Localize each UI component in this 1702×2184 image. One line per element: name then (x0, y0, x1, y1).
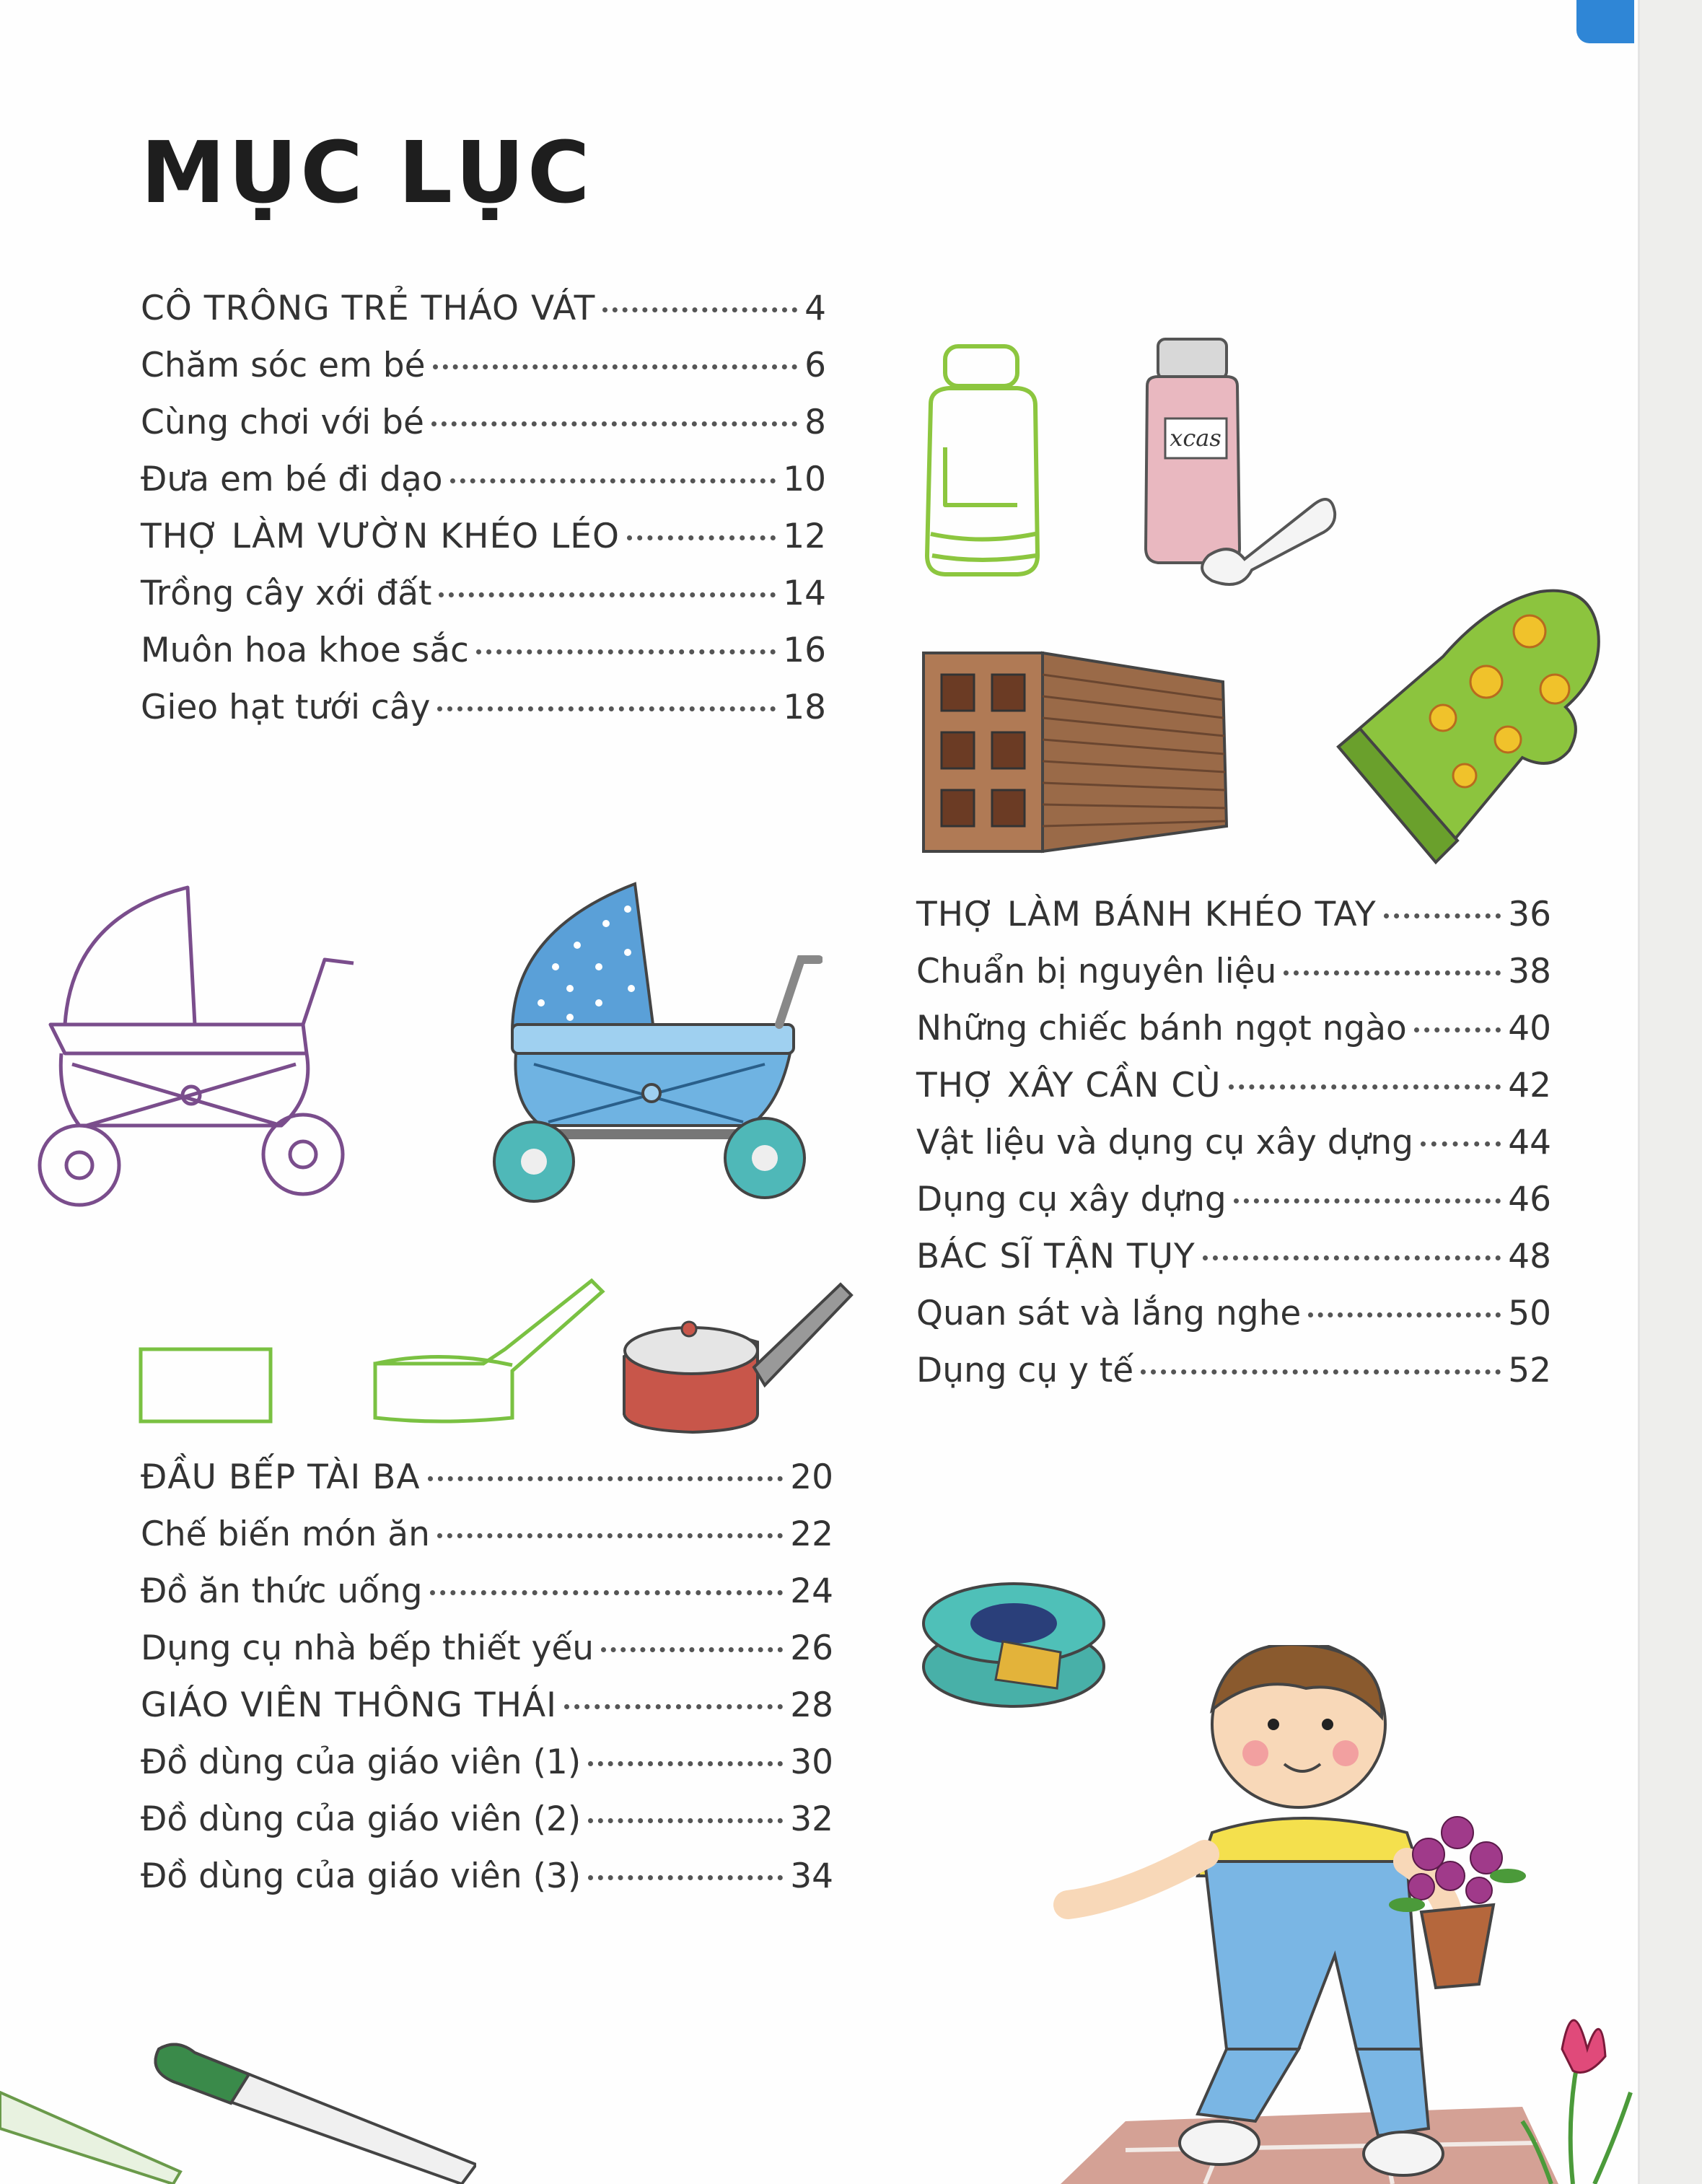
toc-entry-page-number: 16 (783, 631, 826, 670)
toc-entry (141, 1514, 833, 1571)
toc-entry (916, 1294, 1551, 1351)
brick-illustration (920, 642, 1237, 859)
toc-section-entry (141, 517, 826, 574)
toc-dot-leader (1308, 1312, 1501, 1317)
toc-entry-page-number: 10 (783, 460, 826, 499)
toc-entry-page-number: 28 (790, 1685, 833, 1725)
toc-section-entry (141, 1685, 833, 1742)
toc-block-left-bottom (141, 1457, 833, 1913)
blue-tab-marker (1576, 0, 1634, 43)
toc-entry-label: Dụng cụ nhà bếp thiết yếu (141, 1628, 595, 1668)
toc-entry-page-number: 4 (804, 289, 826, 328)
toc-entry-page-number: 52 (1508, 1351, 1551, 1390)
toc-dot-leader (588, 1761, 783, 1766)
toc-dot-leader (439, 592, 776, 597)
toc-entry-label: Dụng cụ y tế (916, 1351, 1134, 1390)
toc-entry-label: THỢ LÀM BÁNH KHÉO TAY (916, 895, 1377, 934)
toc-entry-page-number: 36 (1508, 895, 1551, 934)
toc-entry-label: THỢ XÂY CẦN CÙ (916, 1066, 1221, 1105)
toc-dot-leader (1234, 1198, 1501, 1203)
toc-entry-label: Đồ dùng của giáo viên (1) (141, 1742, 582, 1782)
toc-entry-label: GIÁO VIÊN THÔNG THÁI (141, 1685, 557, 1725)
toc-block-left-top (141, 289, 826, 745)
toc-entry-label: CÔ TRÔNG TRẺ THÁO VÁT (141, 289, 596, 328)
toc-dot-leader (1229, 1084, 1501, 1089)
toc-dot-leader (1384, 913, 1501, 918)
toc-dot-leader (1141, 1369, 1501, 1374)
toc-entry-label: Chế biến món ăn (141, 1514, 430, 1554)
toc-entry (916, 1009, 1551, 1066)
toc-entry-label: Muôn hoa khoe sắc (141, 631, 469, 670)
toc-entry-page-number: 32 (790, 1799, 833, 1839)
toc-entry-label: Quan sát và lắng nghe (916, 1294, 1302, 1333)
toc-entry-page-number: 22 (790, 1514, 833, 1554)
toc-entry (916, 952, 1551, 1009)
toc-entry (141, 631, 826, 688)
page-edge (1640, 0, 1702, 2184)
toc-entry-label: BÁC SĨ TẬN TỤY (916, 1237, 1196, 1276)
toc-entry-page-number: 6 (804, 346, 826, 385)
stroller-colored-illustration (491, 880, 823, 1212)
toc-entry-label: Dụng cụ xây dựng (916, 1180, 1227, 1219)
toc-dot-leader (588, 1875, 783, 1880)
toc-entry-label: Những chiếc bánh ngọt ngào (916, 1009, 1407, 1048)
stroller-outline-illustration (29, 880, 368, 1212)
toc-entry-page-number: 50 (1508, 1294, 1551, 1333)
toc-section-entry (141, 1457, 833, 1514)
toc-dot-leader (602, 307, 797, 312)
toc-entry (141, 1799, 833, 1856)
toc-dot-leader (428, 1476, 784, 1481)
toc-entry-page-number: 8 (804, 403, 826, 442)
toc-section-entry (141, 289, 826, 346)
toc-entry-page-number: 48 (1508, 1237, 1551, 1276)
toc-entry (141, 1628, 833, 1685)
toc-dot-leader (437, 706, 776, 711)
toc-entry-label: Trồng cây xới đất (141, 574, 432, 613)
toc-entry-label: Chăm sóc em bé (141, 346, 426, 385)
toc-entry-label: Chuẩn bị nguyên liệu (916, 952, 1277, 991)
toc-dot-leader (476, 649, 776, 654)
boy-with-flowers-illustration (1017, 1645, 1638, 2184)
toc-dot-leader (627, 535, 776, 540)
toc-entry (141, 1856, 833, 1913)
toc-dot-leader (450, 478, 776, 483)
toc-section-entry (916, 895, 1551, 952)
toc-entry-label: ĐẦU BẾP TÀI BA (141, 1457, 421, 1497)
toc-entry-page-number: 24 (790, 1571, 833, 1611)
toc-entry (141, 346, 826, 403)
toc-entry-page-number: 44 (1508, 1123, 1551, 1162)
toc-entry-page-number: 20 (790, 1457, 833, 1497)
toc-dot-leader (588, 1818, 783, 1823)
toc-entry (916, 1123, 1551, 1180)
page-title: MỤC LỤC (141, 123, 593, 222)
toc-entry-label: Đồ dùng của giáo viên (2) (141, 1799, 582, 1839)
toc-dot-leader (437, 1533, 783, 1538)
toc-dot-leader (1421, 1141, 1501, 1146)
toc-entry (141, 403, 826, 460)
toc-entry-label: Vật liệu và dụng cụ xây dựng (916, 1123, 1414, 1162)
toc-entry-label: Cùng chơi với bé (141, 403, 424, 442)
toc-entry-label: Đồ dùng của giáo viên (3) (141, 1856, 582, 1896)
toc-entry (141, 1571, 833, 1628)
toc-entry-page-number: 34 (790, 1856, 833, 1896)
toc-section-entry (916, 1237, 1551, 1294)
oven-mitt-illustration (1335, 588, 1609, 877)
toc-dot-leader (1284, 970, 1501, 975)
toc-entry-page-number: 38 (1508, 952, 1551, 991)
salt-label: xcas (1170, 424, 1221, 452)
toc-entry-page-number: 46 (1508, 1180, 1551, 1219)
toc-dot-leader (430, 1590, 784, 1595)
toc-entry-label: Gieo hạt tưới cây (141, 688, 431, 727)
toc-entry-page-number: 12 (783, 517, 826, 556)
toc-entry-label: Đưa em bé đi dạo (141, 460, 443, 499)
toc-dot-leader (1414, 1027, 1501, 1032)
toc-entry (916, 1351, 1551, 1408)
toc-entry-page-number: 30 (790, 1742, 833, 1782)
toc-entry (141, 460, 826, 517)
toc-section-entry (916, 1066, 1551, 1123)
toc-entry (141, 688, 826, 745)
toc-dot-leader (431, 421, 797, 426)
bottle-outline-illustration (916, 339, 1053, 584)
toc-entry-page-number: 18 (783, 688, 826, 727)
toc-entry-label: Đồ ăn thức uống (141, 1571, 423, 1611)
toc-entry-page-number: 26 (790, 1628, 833, 1668)
toc-entry-label: THỢ LÀM VƯỜN KHÉO LÉO (141, 517, 620, 556)
toc-entry (141, 1742, 833, 1799)
toc-block-right (916, 895, 1551, 1408)
toc-entry-page-number: 42 (1508, 1066, 1551, 1105)
toc-entry-page-number: 40 (1508, 1009, 1551, 1048)
pan-drawing-steps-illustration (137, 1270, 859, 1436)
pen-illustration (0, 2035, 476, 2184)
toc-entry (141, 574, 826, 631)
toc-entry (916, 1180, 1551, 1237)
salt-shaker-illustration (1126, 332, 1342, 592)
toc-dot-leader (601, 1647, 783, 1652)
toc-dot-leader (1203, 1255, 1501, 1260)
toc-dot-leader (564, 1704, 783, 1709)
toc-entry-page-number: 14 (783, 574, 826, 613)
toc-dot-leader (433, 364, 798, 369)
